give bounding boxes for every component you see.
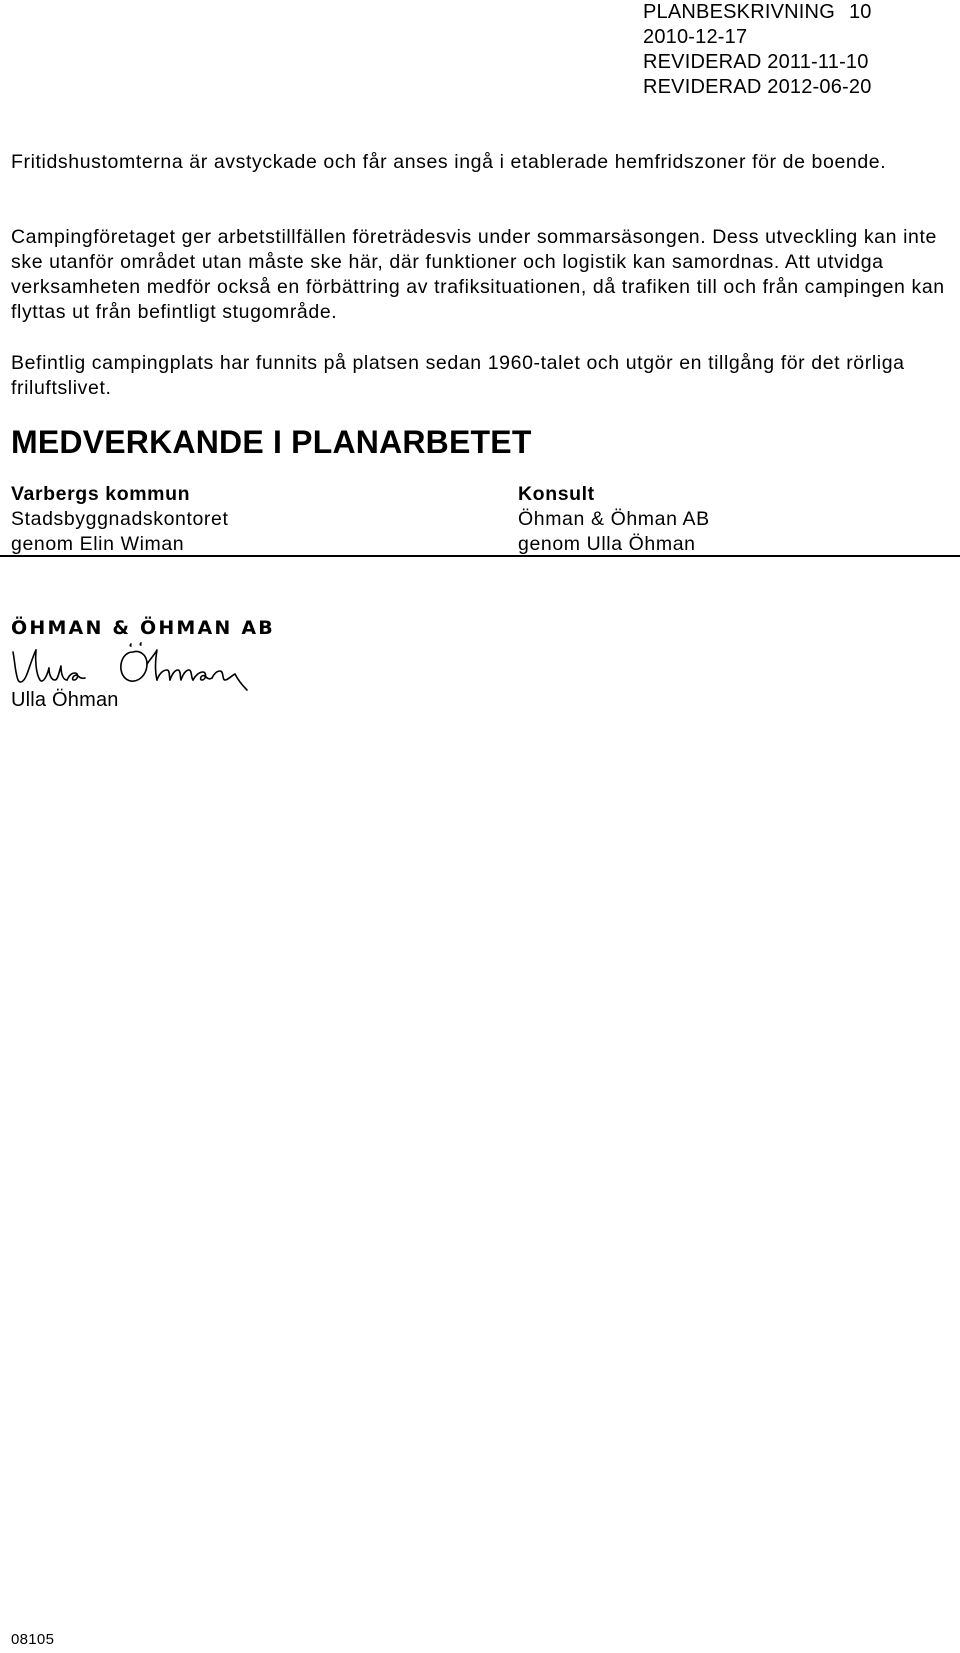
participant-organization: Stadsbyggnadskontoret	[11, 508, 229, 530]
section-heading: MEDVERKANDE I PLANARBETET	[11, 424, 532, 460]
paragraph-camping-company: Campingföretaget ger arbetstillfällen företrädesvis under sommarsäsongen. Dess utveckling kan inte ske utanför området utan måste ske här, där funktioner och logistik kan samordnas. Att utvidga verksamheten medför också en förbättring av trafiksituationen, då trafiken till och från campingen kan flyttas ut från befintligt stugområde.	[11, 226, 945, 323]
divider-line	[0, 555, 960, 557]
page-header	[643, 0, 872, 100]
participant-organization: Öhman & Öhman AB	[518, 508, 710, 530]
document-date: 2010-12-17	[643, 26, 748, 48]
participant-person: genom Ulla Öhman	[518, 533, 696, 555]
document-number: 08105	[11, 1631, 55, 1648]
document-type: PLANBESKRIVNING	[643, 1, 835, 23]
company-logo: ÖHMAN & ÖHMAN AB	[11, 617, 275, 639]
participant-person: genom Elin Wiman	[11, 533, 185, 555]
revision-date-1: REVIDERAD 2011-11-10	[643, 51, 869, 73]
revision-date-2: REVIDERAD 2012-06-20	[643, 76, 872, 98]
participant-title: Varbergs kommun	[11, 483, 191, 505]
paragraph-holiday-plots: Fritidshustomterna är avstyckade och får anses ingå i etablerade hemfridszoner för de boende.	[11, 151, 887, 173]
participant-title: Konsult	[518, 483, 595, 505]
signer-name: Ulla Öhman	[11, 689, 119, 711]
paragraph-existing-campsite: Befintlig campingplats har funnits på platsen sedan 1960-talet och utgör en tillgång för det rörliga friluftslivet.	[11, 352, 905, 399]
participant-consultant	[518, 482, 710, 557]
page-number: 10	[848, 1, 872, 23]
participant-municipality	[11, 482, 229, 557]
header-title-line	[643, 0, 872, 25]
